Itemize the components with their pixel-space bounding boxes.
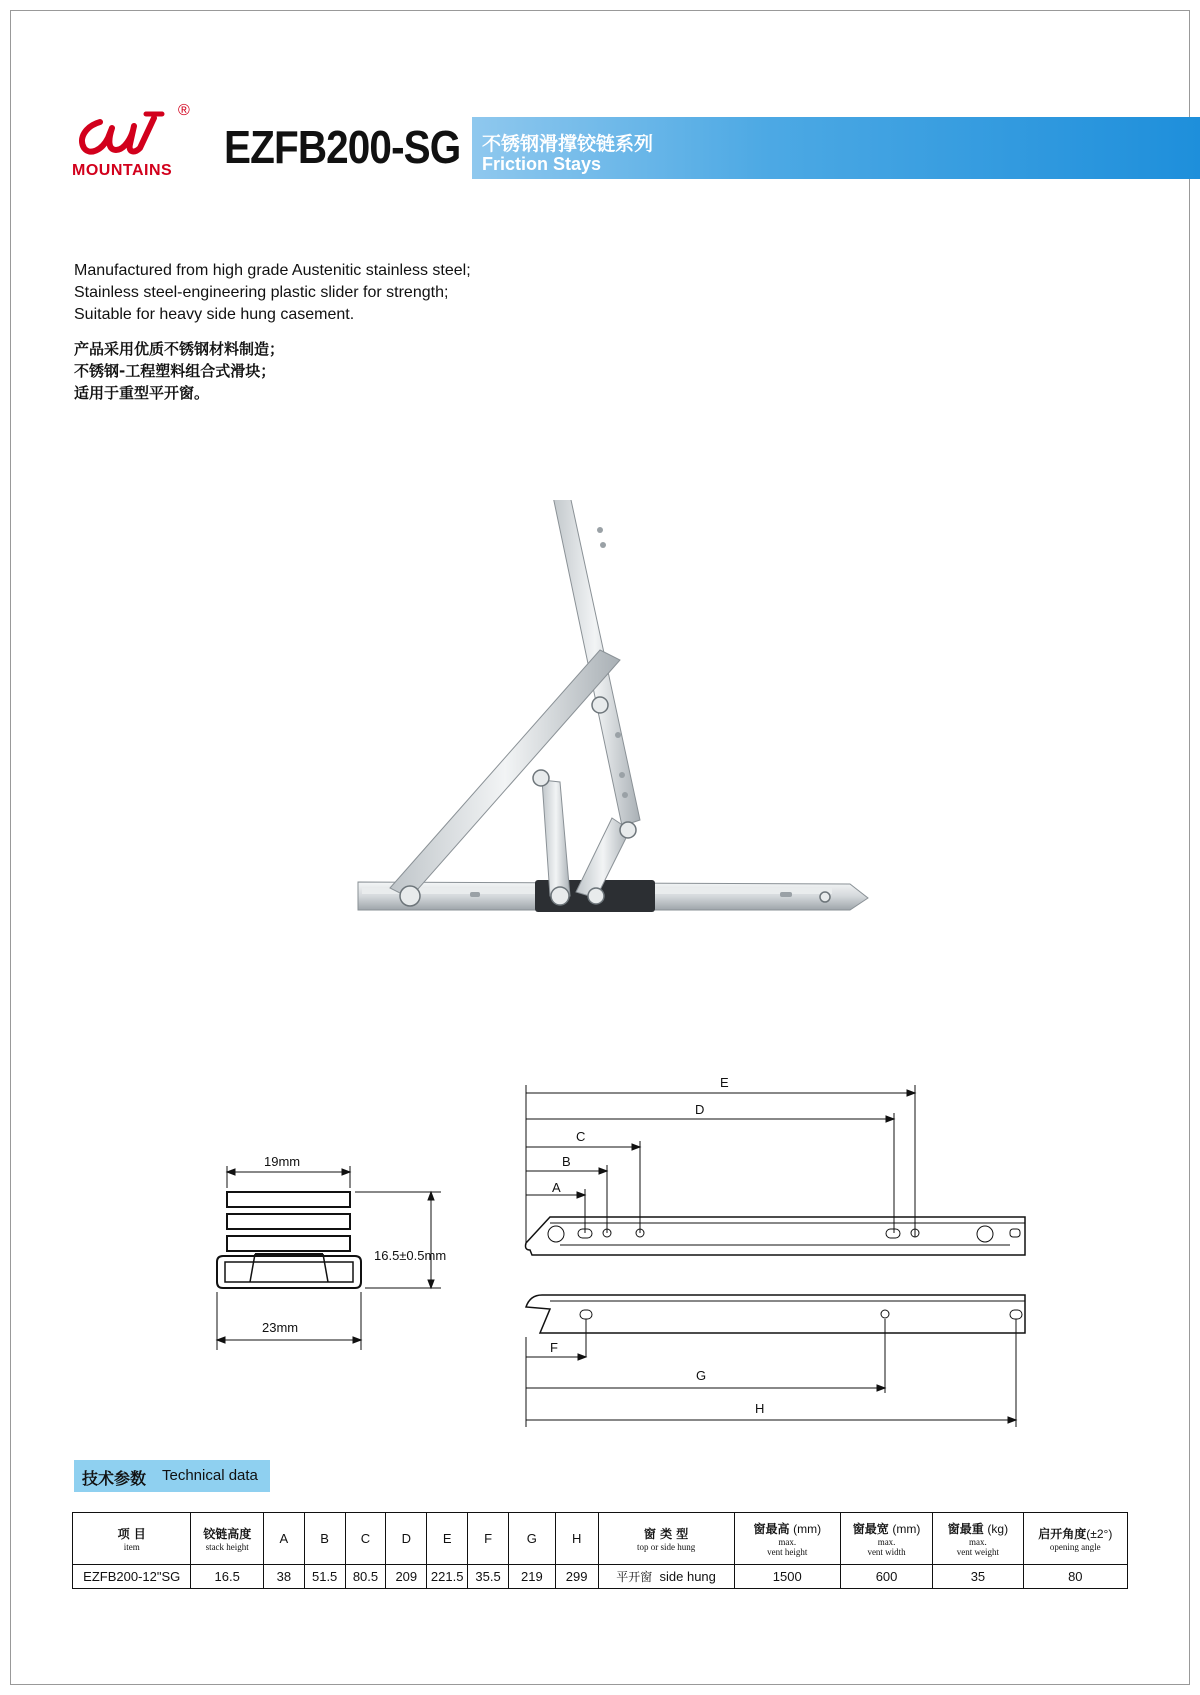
col-type: 窗 类 型 (643, 1527, 689, 1541)
dim-stack-height: 16.5±0.5mm (374, 1248, 447, 1263)
col-max-width-en1: max. (877, 1537, 896, 1547)
col-f: F (468, 1513, 509, 1565)
col-max-weight-en1: max. (969, 1537, 987, 1547)
cell-d: 209 (386, 1565, 427, 1589)
col-max-weight-en2: vent weight (956, 1547, 1000, 1557)
col-c: C (345, 1513, 386, 1565)
col-type-en: top or side hung (636, 1542, 696, 1552)
col-max-weight-unit: (kg) (987, 1522, 1009, 1536)
cell-g: 219 (508, 1565, 555, 1589)
cell-c: 80.5 (345, 1565, 386, 1589)
col-max-height-en1: max. (778, 1537, 797, 1547)
col-opening-angle: 启开角度 (1038, 1527, 1087, 1541)
description-line: Suitable for heavy side hung casement. (74, 306, 355, 323)
dimension-drawing (520, 1075, 1030, 1430)
col-max-height-unit: (mm) (793, 1522, 822, 1536)
col-stack-height: 铰链高度 (203, 1527, 252, 1541)
cell-b: 51.5 (304, 1565, 345, 1589)
dim-width-top: 19mm (264, 1154, 301, 1169)
dim-label-d: D (695, 1102, 705, 1117)
col-g: G (508, 1513, 555, 1565)
dim-label-f: F (550, 1340, 558, 1355)
cell-max-width: 600 (840, 1565, 932, 1589)
cell-type-cn: 平开窗 (616, 1570, 653, 1584)
col-b: B (304, 1513, 345, 1565)
cell-item: EZFB200-12"SG (73, 1565, 191, 1589)
dim-label-h: H (755, 1401, 765, 1416)
description-line-cn: 不锈钢-工程塑料组合式滑块； (74, 362, 276, 380)
col-max-weight: 窗最重 (947, 1522, 984, 1536)
col-item: 项 目 (117, 1527, 146, 1541)
dim-label-g: G (696, 1368, 707, 1383)
description-line-cn: 适用于重型平开窗。 (74, 384, 210, 402)
technical-heading-cn: 技术参数 (82, 1469, 147, 1488)
col-max-height: 窗最高 (753, 1522, 790, 1536)
technical-data-heading (74, 1460, 270, 1492)
description-line: Manufactured from high grade Austenitic stainless steel; (74, 262, 471, 279)
brand-logo (68, 104, 198, 184)
technical-data-table (72, 1512, 1128, 1589)
cell-max-weight: 35 (933, 1565, 1023, 1589)
cell-e: 221.5 (427, 1565, 468, 1589)
cell-type (598, 1565, 734, 1589)
col-opening-angle-unit: (±2°) (1086, 1527, 1113, 1541)
technical-heading-en: Technical data (162, 1467, 258, 1484)
model-title: EZFB200-SG (224, 121, 461, 173)
dim-label-e: E (720, 1075, 729, 1090)
cell-a: 38 (263, 1565, 304, 1589)
dim-label-c: C (576, 1129, 586, 1144)
description (74, 260, 774, 404)
product-image (350, 500, 890, 930)
cell-type-en: side hung (659, 1569, 716, 1584)
col-item-en: item (123, 1542, 140, 1552)
col-h: H (555, 1513, 598, 1565)
col-stack-height-en: stack height (205, 1542, 249, 1552)
description-line-cn: 产品采用优质不锈钢材料制造； (74, 340, 285, 358)
dim-width-bottom: 23mm (262, 1320, 299, 1335)
col-d: D (386, 1513, 427, 1565)
cell-h: 299 (555, 1565, 598, 1589)
col-opening-angle-en: opening angle (1049, 1542, 1101, 1552)
col-max-height-en2: vent height (767, 1547, 808, 1557)
title-banner (472, 117, 1200, 179)
col-max-width: 窗最宽 (852, 1522, 889, 1536)
brand-name: MOUNTAINS (72, 162, 173, 179)
dim-label-b: B (562, 1154, 571, 1169)
description-line: Stainless steel-engineering plastic slider for strength; (74, 284, 449, 301)
table-row (73, 1565, 1128, 1589)
col-max-width-en2: vent width (867, 1547, 906, 1557)
banner-title-en: Friction Stays (482, 154, 602, 174)
banner-title-cn: 不锈钢滑撑铰链系列 (482, 133, 654, 155)
table-header-row (73, 1513, 1128, 1565)
cell-max-height: 1500 (734, 1565, 840, 1589)
registered-mark: ® (178, 102, 190, 119)
dim-label-a: A (552, 1180, 561, 1195)
cell-stack-height: 16.5 (191, 1565, 264, 1589)
col-max-width-unit: (mm) (892, 1522, 921, 1536)
col-e: E (427, 1513, 468, 1565)
cell-f: 35.5 (468, 1565, 509, 1589)
cell-opening-angle: 80 (1023, 1565, 1127, 1589)
col-a: A (263, 1513, 304, 1565)
